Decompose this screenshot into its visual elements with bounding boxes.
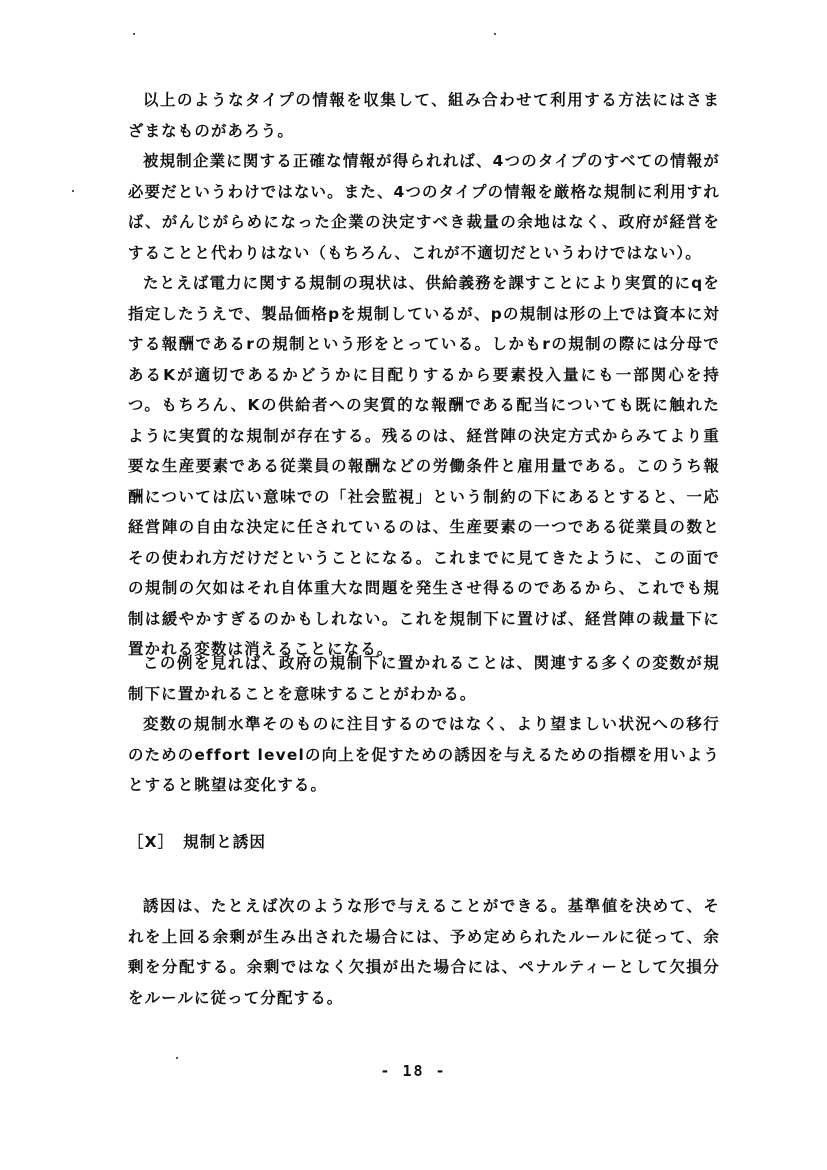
body-paragraph: 被規制企業に関する正確な情報が得られれば、4つのタイプのすべての情報が必要だというわけではない。また、4つのタイプの情報を厳格な規制に利用すれば、がんじがらめになった企業の決定すべき裁量の余地はなく、政府が経営をすることと代わりはない（もちろん、これが不適切だというわけではない）。: [128, 152, 720, 262]
body-paragraph: 誘因は、たとえば次のような形で与えることができる。基準値を決めて、それを上回る余剰が生み出された場合には、予め定められたルールに従って、余剰を分配する。余剰ではなく欠損が出た場合には、ペナルティーとして欠損分をルールに従って分配する。: [128, 897, 720, 1007]
page-number: - 18 -: [380, 1062, 447, 1080]
scan-speck: [133, 33, 135, 35]
body-paragraph: 変数の規制水準そのものに注目するのではなく、より望ましい状況への移行のためのeffort levelの向上を促すための誘因を与えるための指標を用いようとすると眺望は変化する。: [128, 715, 720, 794]
body-paragraph: たとえば電力に関する規制の現状は、供給義務を課すことにより実質的にqを指定したうえで、製品価格pを規制しているが、pの規制は形の上では資本に対する報酬であるrの規制という形をとっている。しかもrの規制の際には分母であるKが適切であるかどうかに目配りするから要素投入量にも一部関心を持つ。もちろん、Kの供給者への実質的な報酬である配当についても既に触れたように実質的な規制が存在する。残るのは、経営陣の決定方式からみてより重要な生産要素である従業員の報酬などの労働条件と雇用量である。このうち報酬については広い意味での「社会監視」という制約の下にあるとすると、一応経営陣の自由な決定に任されているのは、生産要素の一つである従業員の数とその使われ方だけだということになる。これまでに見てきたように、この面での規制の欠如はそれ自体重大な問題を発生させ得るのであるから、これでも規制は緩やかすぎるのかもしれない。これを規制下に置けば、経営陣の裁量下に置かれる変数は消えることになる。: [128, 274, 720, 658]
body-paragraph: この例を見れば、政府の規制下に置かれることは、関連する多くの変数が規制下に置かれることを意味することがわかる。: [128, 654, 720, 703]
scan-speck: [176, 1057, 178, 1059]
scan-speck: [72, 190, 74, 192]
body-paragraph: 以上のようなタイプの情報を収集して、組み合わせて利用する方法にはさまざまなものがあろう。: [128, 91, 720, 140]
section-heading: ［Ⅹ］ 規制と誘因: [128, 833, 267, 851]
scan-speck: [494, 33, 496, 35]
